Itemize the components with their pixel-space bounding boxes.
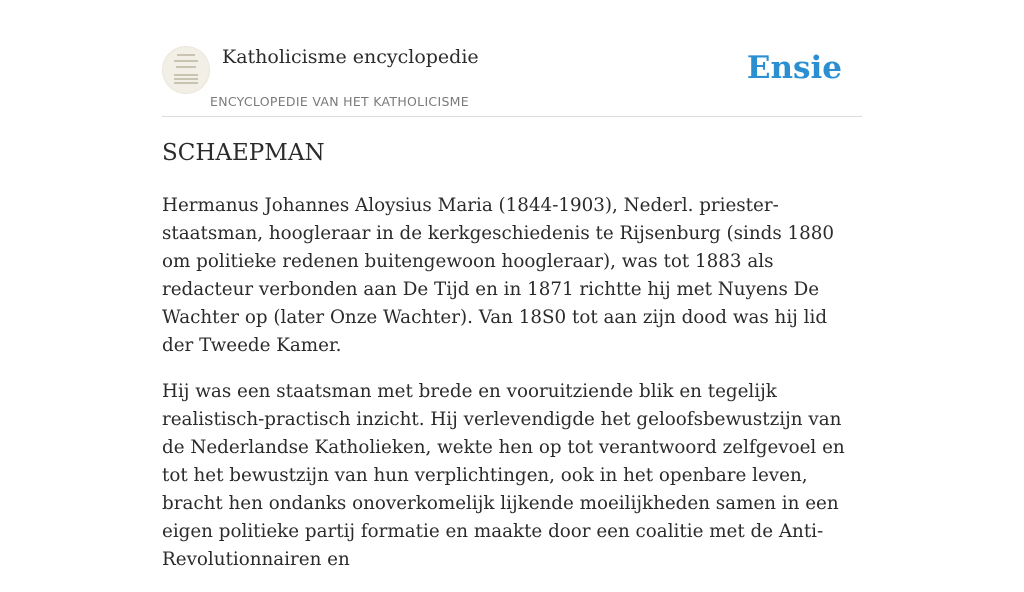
book-title-link[interactable]: Katholicisme encyclopedie bbox=[222, 46, 479, 68]
entry-paragraph: Hermanus Johannes Aloysius Maria (1844-1903), Nederl. priester-staatsman, hoogleraar in de kerkgeschiedenis te Rijsenburg (sinds 1880 om politieke redenen buitengewoon hoogleraar), was tot 1883 als redacteur verbonden aan De Tijd en in 1871 richtte hij met Nuyens De Wachter op (later Onze Wachter). Van 18S0 tot aan zijn dood was hij lid der Tweede Kamer. bbox=[162, 195, 835, 356]
header bbox=[162, 40, 862, 117]
entry-paragraph: Hij was een staatsman met brede en vooruitziende blik en tegelijk realistisch-practisch inzicht. Hij verlevendigde het geloofsbewustzijn van de Nederlandse Katholieken, wekte hen op tot verantwoord zelfgevoel en tot het bewustzijn van hun verplichtingen, ook in het openbare leven, bracht hen ondanks onoverkomelijk lijkende moeilijkheden samen in een eigen politieke partij formatie en maakte door een coalitie met de Anti-Revolutionnairen en bbox=[162, 381, 845, 570]
book-cover-image[interactable] bbox=[162, 46, 210, 94]
entry-content bbox=[162, 192, 864, 592]
ensie-logo[interactable]: Ensie bbox=[746, 50, 842, 86]
book-subtitle: ENCYCLOPEDIE VAN HET KATHOLICISME bbox=[210, 94, 469, 109]
entry-title: SCHAEPMAN bbox=[162, 140, 325, 166]
